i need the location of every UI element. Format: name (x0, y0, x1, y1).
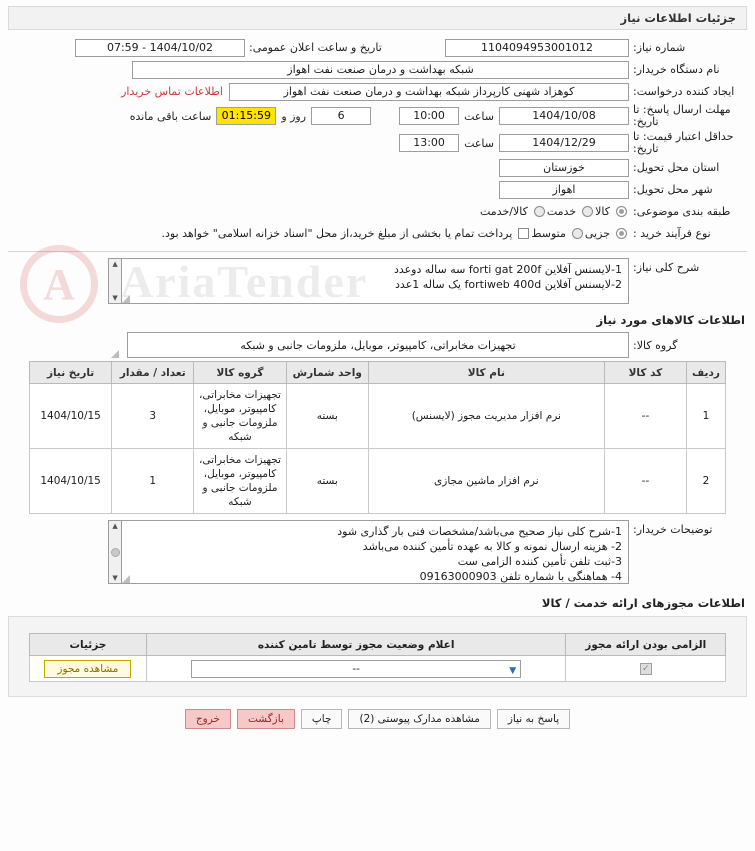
respond-to-need-button[interactable]: پاسخ به نیاز (497, 709, 570, 729)
city-value: اهواز (499, 181, 629, 199)
watermark-logo: A (20, 245, 98, 323)
cell-group-1: تجهیزات مخابراتی، کامپیوتر، موبایل، ملزومات جانبی و شبکه (194, 384, 286, 449)
cell-group-2: تجهیزات مخابراتی، کامپیوتر، موبایل، ملزومات جانبی و شبکه (194, 449, 286, 514)
process-label: نوع فرآیند خرید : (633, 227, 711, 240)
table-row[interactable] (30, 449, 726, 514)
cell-name-1: نرم افزار مدیریت مجوز (لایسنس) (368, 384, 604, 449)
radio-category-service[interactable] (582, 206, 593, 217)
goods-group-box (119, 332, 629, 358)
radio-category-goods[interactable] (616, 206, 627, 217)
goods-section-title: اطلاعات کالاهای مورد نیاز (596, 313, 745, 327)
requester-value: کوهزاد شهنی کارپرداز شبکه بهداشت و درمان صنعت نفت اهواز (229, 83, 629, 101)
announce-date-label: تاریخ و ساعت اعلان عمومی: (249, 41, 382, 54)
remaining-label: ساعت باقی مانده (129, 109, 212, 123)
items-table-header-row (30, 362, 726, 384)
divider-1 (8, 251, 747, 252)
cell-date-2: 1404/10/15 (30, 449, 112, 514)
buyer-notes-line-0: 1-شرح کلی نیاز صحیح می‌باشد/مشخصات فنی بار گذاری شود (337, 525, 622, 538)
need-summary-label: شرح کلی نیاز: (633, 261, 700, 274)
checkbox-treasury-bonds[interactable] (518, 228, 529, 239)
announce-date-value: 1404/10/02 - 07:59 (75, 39, 245, 57)
scroll-up-icon[interactable]: ▲ (112, 522, 118, 530)
buyer-notes-line-1: 2- هزینه ارسال نمونه و کالا به عهده تأمین کننده می‌باشد (362, 540, 622, 553)
buyer-contact-link[interactable]: اطلاعات تماس خریدار (121, 85, 223, 98)
cell-unit-1: بسته (286, 384, 368, 449)
countdown-timer: 01:15:59 (216, 107, 276, 125)
chevron-down-icon[interactable]: ▼ (509, 665, 517, 676)
checkbox-license-required: ✓ (640, 663, 652, 675)
buyer-notes-box (108, 520, 629, 584)
credit-label: حداقل اعتبار قیمت: تا تاریخ: (633, 130, 734, 155)
row-city (8, 180, 747, 199)
cell-code-2: -- (604, 449, 686, 514)
credit-time-label: ساعت (464, 136, 494, 150)
row-deadline (8, 104, 747, 128)
goods-group-value: تجهیزات مخابراتی، کامپیوتر، موبایل، ملزومات جانبی و شبکه (127, 332, 629, 358)
buyer-notes-label: توضیحات خریدار: (633, 523, 713, 536)
items-th-unit: واحد شمارش (286, 362, 368, 384)
cell-row-2: 2 (687, 449, 726, 514)
deadline-time: 10:00 (399, 107, 459, 125)
deadline-date: 1404/10/08 (499, 107, 629, 125)
category-option-1-label: خدمت (546, 205, 577, 218)
buyer-org-value: شبکه بهداشت و درمان صنعت نفت اهواز (132, 61, 629, 79)
radio-process-minor[interactable] (616, 228, 627, 239)
buyer-notes-line-2: 3-ثبت تلفن تأمین کننده الزامی ست (457, 555, 622, 568)
licenses-header-row (30, 634, 726, 656)
exit-button[interactable]: خروج (185, 709, 231, 729)
row-goods-group (8, 332, 747, 358)
process-option-0-label: جزیی (584, 227, 610, 240)
goods-group-resize-icon (111, 350, 119, 358)
city-label: شهر محل تحویل: (633, 183, 713, 196)
items-th-code: کد کالا (604, 362, 686, 384)
row-need-number (8, 38, 747, 57)
items-th-name: نام کالا (368, 362, 604, 384)
need-summary-scrollbar[interactable] (108, 258, 121, 304)
cell-qty-2: 1 (112, 449, 194, 514)
scroll-up-icon[interactable]: ▲ (112, 260, 118, 268)
goods-group-label: گروه کالا: (633, 338, 678, 352)
cell-qty-1: 3 (112, 384, 194, 449)
cell-row-1: 1 (687, 384, 726, 449)
need-form (8, 38, 747, 243)
cell-details (30, 656, 147, 682)
cell-required (566, 656, 726, 682)
need-number-label: شماره نیاز: (633, 41, 686, 54)
licenses-th-details: جزئیات (30, 634, 147, 656)
scroll-down-icon[interactable]: ▼ (112, 574, 118, 582)
license-status-select[interactable] (191, 660, 521, 678)
items-th-qty: تعداد / مقدار (112, 362, 194, 384)
cell-date-1: 1404/10/15 (30, 384, 112, 449)
licenses-th-status: اعلام وضعیت مجوز توسط تامین کننده (146, 634, 566, 656)
need-summary-line-1: 2-لایسنس آفلاین fortiweb 400d یک ساله 1عدد (395, 278, 622, 291)
row-category (8, 202, 747, 221)
scrollbar-thumb[interactable] (111, 548, 120, 557)
category-label: طبقه بندی موضوعی: (633, 205, 731, 218)
licenses-th-required: الزامی بودن ارائه مجوز (566, 634, 726, 656)
buyer-notes-line-3: 4- هماهنگی با شماره تلفن 09163000903 (419, 570, 622, 583)
cell-name-2: نرم افزار ماشین مجازی (368, 449, 604, 514)
items-th-row: ردیف (687, 362, 726, 384)
licenses-block (8, 616, 747, 697)
cell-code-1: -- (604, 384, 686, 449)
process-note: پرداخت تمام یا بخشی از مبلغ خرید،از محل "اسناد خزانه اسلامی" خواهد بود. (161, 227, 513, 240)
items-table (29, 361, 726, 514)
process-option-1-label: متوسط (531, 227, 566, 240)
resize-handle-icon[interactable] (122, 575, 130, 583)
category-option-0-label: کالا (595, 205, 610, 218)
items-th-group: گروه کالا (194, 362, 286, 384)
buyer-notes-scrollbar[interactable] (108, 520, 121, 584)
row-process (8, 224, 747, 243)
days-value: 6 (311, 107, 371, 125)
need-number-value: 1104094953001012 (445, 39, 629, 57)
items-th-date: تاریخ نیاز (30, 362, 112, 384)
credit-date: 1404/12/29 (499, 134, 629, 152)
province-label: استان محل تحویل: (633, 161, 720, 174)
window-title: جزئیات اطلاعات نیاز (8, 6, 747, 30)
radio-category-goods-service[interactable] (534, 206, 545, 217)
radio-process-medium[interactable] (572, 228, 583, 239)
licenses-section-title: اطلاعات مجوزهای ارائه خدمت / کالا (541, 596, 745, 610)
licenses-table (29, 633, 726, 682)
buyer-notes-text[interactable] (121, 520, 629, 584)
days-label: روز و (281, 109, 307, 123)
footer-buttons (8, 709, 747, 729)
deadline-label: مهلت ارسال پاسخ: تا تاریخ: (633, 103, 731, 128)
scroll-down-icon[interactable]: ▼ (112, 294, 118, 302)
row-credit (8, 131, 747, 155)
back-button[interactable]: بازگشت (237, 709, 295, 729)
table-row[interactable] (30, 384, 726, 449)
buyer-org-label: نام دستگاه خریدار: (633, 63, 720, 76)
deadline-time-label: ساعت (464, 109, 494, 123)
row-province (8, 158, 747, 177)
row-requester (8, 82, 747, 101)
print-button[interactable]: چاپ (301, 709, 343, 729)
row-buyer-notes (8, 520, 747, 584)
need-summary-box (108, 258, 629, 304)
view-attachments-button[interactable]: مشاهده مدارک پیوستی (2) (348, 709, 490, 729)
cell-status (146, 656, 566, 682)
need-summary-text[interactable] (121, 258, 629, 304)
cell-unit-2: بسته (286, 449, 368, 514)
row-need-summary (8, 258, 747, 304)
credit-time: 13:00 (399, 134, 459, 152)
row-buyer-org (8, 60, 747, 79)
table-row[interactable] (30, 656, 726, 682)
requester-label: ایجاد کننده درخواست: (633, 85, 735, 98)
resize-handle-icon[interactable] (122, 295, 130, 303)
view-license-button[interactable]: مشاهده مجوز (44, 660, 131, 678)
license-status-value: -- (352, 662, 360, 675)
category-option-2-label: کالا/خدمت (480, 205, 528, 218)
province-value: خوزستان (499, 159, 629, 177)
need-summary-line-0: 1-لایسنس آفلاین forti gat 200f سه ساله دوعدد (393, 263, 622, 276)
